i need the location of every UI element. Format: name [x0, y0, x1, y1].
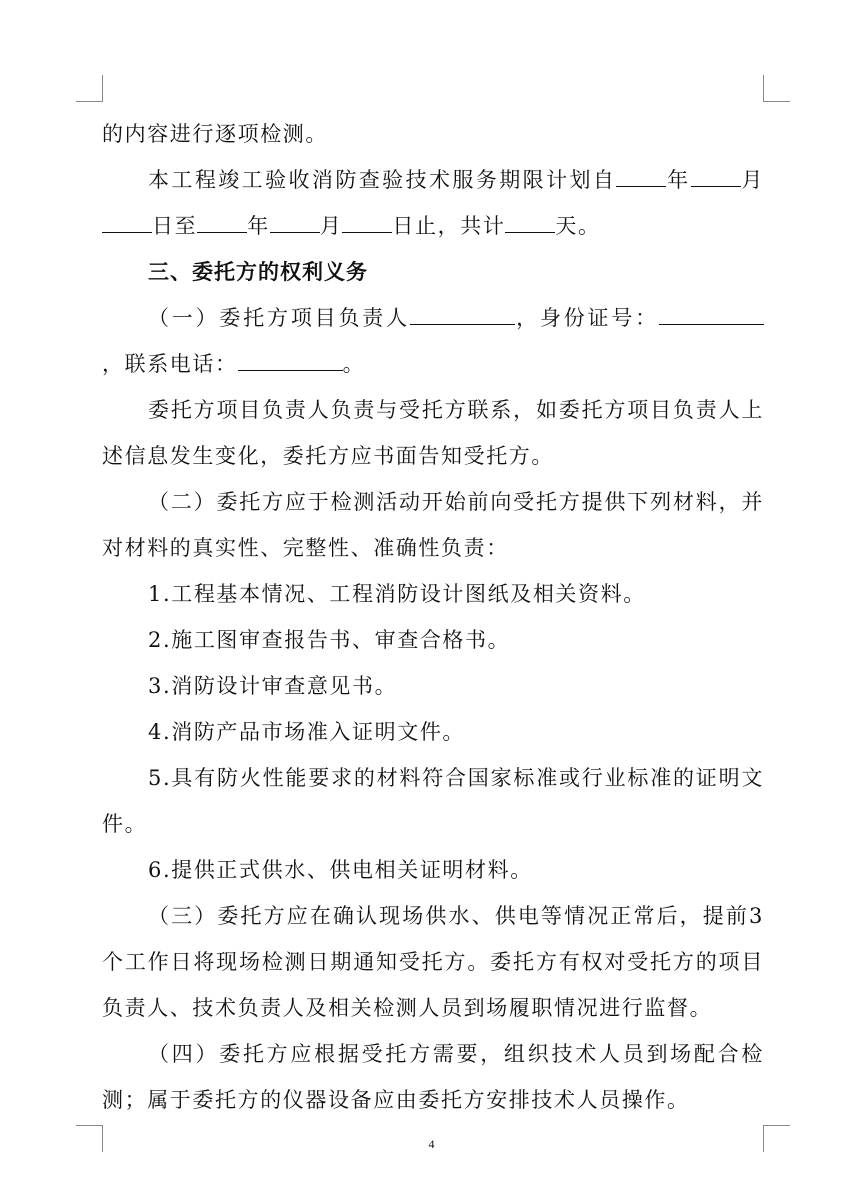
text-segment: ，联系电话：: [102, 352, 238, 376]
blank-field: [410, 296, 515, 325]
crop-mark-top-left: [76, 75, 103, 102]
list-item: 2.施工图审查报告书、审查合格书。: [148, 628, 511, 652]
text-segment: （一）委托方项目负责人: [148, 306, 410, 330]
paragraph: （三）委托方应在确认现场供水、供电等情况正常后，提前3个工作日将现场检测日期通知受托方。委托方有权对受托方的项目负责人、技术负责人及相关检测人员到场履职情况进行监督。: [102, 904, 764, 1020]
list-item: 5.具有防火性能要求的材料符合国家标准或行业标准的证明文件。: [102, 766, 764, 836]
paragraph-project-lead: [102, 295, 764, 387]
paragraph: （二）委托方应于检测活动开始前向受托方提供下列材料，并对材料的真实性、完整性、准确性负责：: [102, 490, 764, 560]
paragraph: 委托方项目负责人负责与受托方联系，如委托方项目负责人上述信息发生变化，委托方应书面告知受托方。: [102, 398, 764, 468]
text-segment: 本工程竣工验收消防查验技术服务期限计划自: [148, 168, 617, 192]
blank-field: [505, 204, 555, 233]
blank-field: [691, 158, 741, 187]
text-segment: 。: [342, 352, 366, 376]
text-segment: 月: [740, 168, 764, 192]
document-body: [102, 111, 764, 1123]
text-segment: ，身份证号：: [514, 306, 659, 330]
text-segment: 日至: [152, 214, 198, 238]
blank-field: [102, 204, 152, 233]
blank-field: [342, 204, 392, 233]
blank-field: [270, 204, 320, 233]
text-segment: 天。: [555, 214, 601, 238]
blank-field: [238, 342, 343, 371]
paragraph-continuation: 的内容进行逐项检测。: [102, 122, 328, 146]
paragraph: （四）委托方应根据受托方需要，组织技术人员到场配合检测；属于委托方的仪器设备应由委托方安排技术人员操作。: [102, 1042, 764, 1112]
blank-field: [197, 204, 247, 233]
list-item: 3.消防设计审查意见书。: [148, 674, 398, 698]
crop-mark-top-right: [763, 75, 790, 102]
paragraph-service-period: [102, 157, 764, 249]
blank-field: [659, 296, 764, 325]
section-heading: 三、委托方的权利义务: [148, 260, 368, 284]
text-segment: 年: [666, 168, 691, 192]
text-segment: 日止，共计: [392, 214, 506, 238]
text-segment: 月: [319, 214, 343, 238]
list-item: 1.工程基本情况、工程消防设计图纸及相关资料。: [148, 582, 646, 606]
list-item: 6.提供正式供水、供电相关证明材料。: [148, 858, 533, 882]
blank-field: [616, 158, 666, 187]
list-item: 4.消防产品市场准入证明文件。: [148, 720, 466, 744]
text-segment: 年: [247, 214, 270, 238]
page-number: 4: [428, 1137, 435, 1151]
